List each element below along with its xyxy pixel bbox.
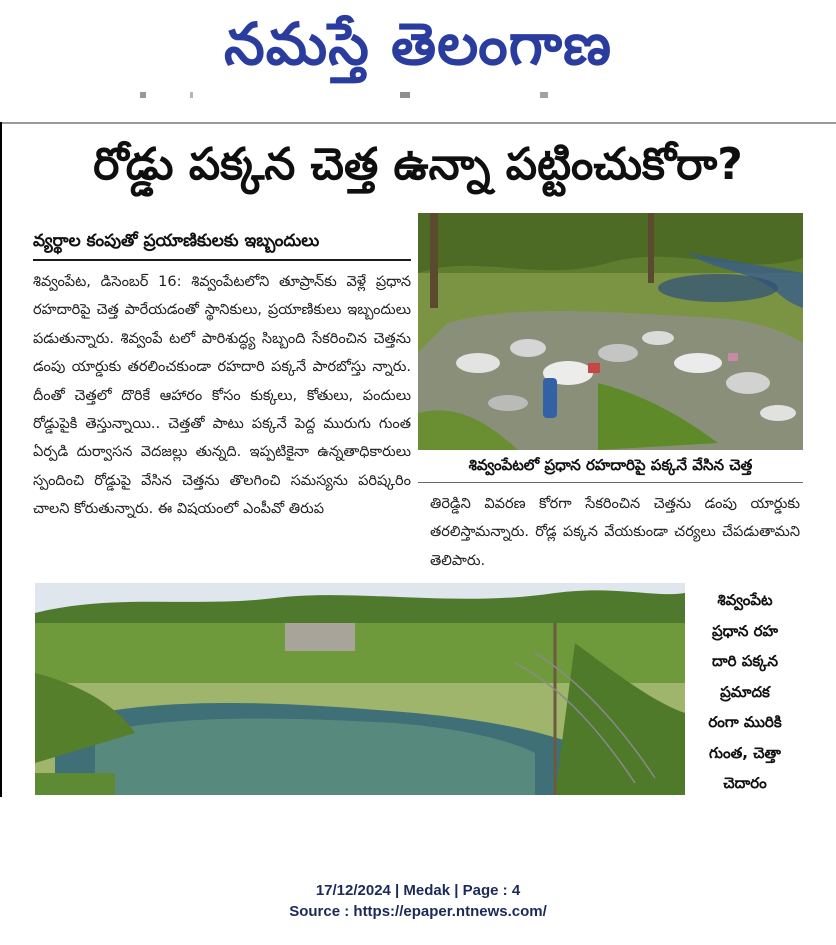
article-subheadline: వ్యర్థాల కంపుతో ప్రయాణికులకు ఇబ్బందులు bbox=[33, 231, 320, 251]
article-border-left bbox=[0, 122, 2, 797]
article-body-left bbox=[33, 268, 411, 524]
photo-top-caption: శివ్వంపేటలో ప్రధాన రహదారిపై పక్కనే వేసిన చెత్త bbox=[468, 456, 753, 474]
article-headline: రోడ్డు పక్కన చెత్త ఉన్నా పట్టించుకోరా? bbox=[93, 139, 743, 190]
footer-date-page: 17/12/2024 | Medak | Page : 4 bbox=[315, 882, 521, 899]
side-caption-line: రంగా మురికి bbox=[708, 713, 782, 731]
side-caption-line: చెదారం bbox=[723, 774, 767, 792]
subheadline-rule bbox=[33, 259, 411, 261]
garbage-roadside-photo bbox=[418, 213, 803, 450]
side-caption-line: ప్రధాన రహ bbox=[712, 621, 778, 640]
side-caption-line: గుంత, చెత్తా bbox=[709, 743, 781, 762]
side-caption-line: దారి పక్కన bbox=[712, 652, 778, 670]
sewage-photo-illustration bbox=[35, 583, 685, 795]
newspaper-logo: నమస్తే తెలంగాణ bbox=[224, 10, 612, 78]
side-caption-line: శివ్వంపేట bbox=[717, 591, 773, 609]
caption-rule bbox=[418, 482, 803, 483]
photo-bottom-caption bbox=[690, 585, 800, 799]
sewage-pit-photo bbox=[35, 583, 685, 795]
footer-source-link[interactable]: Source : https://epaper.ntnews.com/ bbox=[289, 903, 547, 920]
article-body-right: తిరెడ్డిని వివరణ కోరగా సేకరించిన చెత్తను డంపు యార్డుకు తరలిస్తామన్నారు. రోడ్ల పక్కన వేయకుండా చర్యలు చేపడుతామని తెలిపారు. bbox=[430, 496, 800, 569]
side-caption-line: ప్రమాదక bbox=[720, 682, 770, 701]
garbage-photo-illustration bbox=[418, 213, 803, 450]
masthead bbox=[0, 0, 836, 100]
body-left-text: శివ్వంపేట, డిసెంబర్ 16: శివ్వంపేటలోని తూప్రాన్‌కు వెళ్లే ప్రధాన రహదారిపై చెత్త పారేయడంతో స్థానికులు, ప్రయాణికులు ఇబ్బందులు పడుతున్నారు. శివ్వంపే టలో పారిశుద్ధ్య సిబ్బంది సేకరించిన చెత్తను డంపు యార్డుకు తరలించకుండా రహదారి పక్కనే పారబోస్తు న్నారు. దీంతో చెత్తలో దొరికే ఆహారం కోసం కుక్కలు, కోతులు, పందులు రోడ్డుపైకి తెస్తున్నాయి.. చెత్తతో పాటు పక్కనే పెద్ద మురుగు గుంత ఏర్పడి దుర్వాసన వెదజల్లు తున్నది. ఇప్పటికైనా ఉన్నతాధికారులు స్పందించి రోడ్డుపై వేసిన చెత్తను తొలగించి సమస్యను పరిష్కరిం చాలని కోరుతున్నారు. ఈ విషయంలో ఎంపీవో తిరుప bbox=[33, 274, 411, 518]
page-footer bbox=[0, 880, 836, 922]
article-border-top bbox=[0, 122, 836, 124]
masthead-strip bbox=[0, 92, 836, 98]
